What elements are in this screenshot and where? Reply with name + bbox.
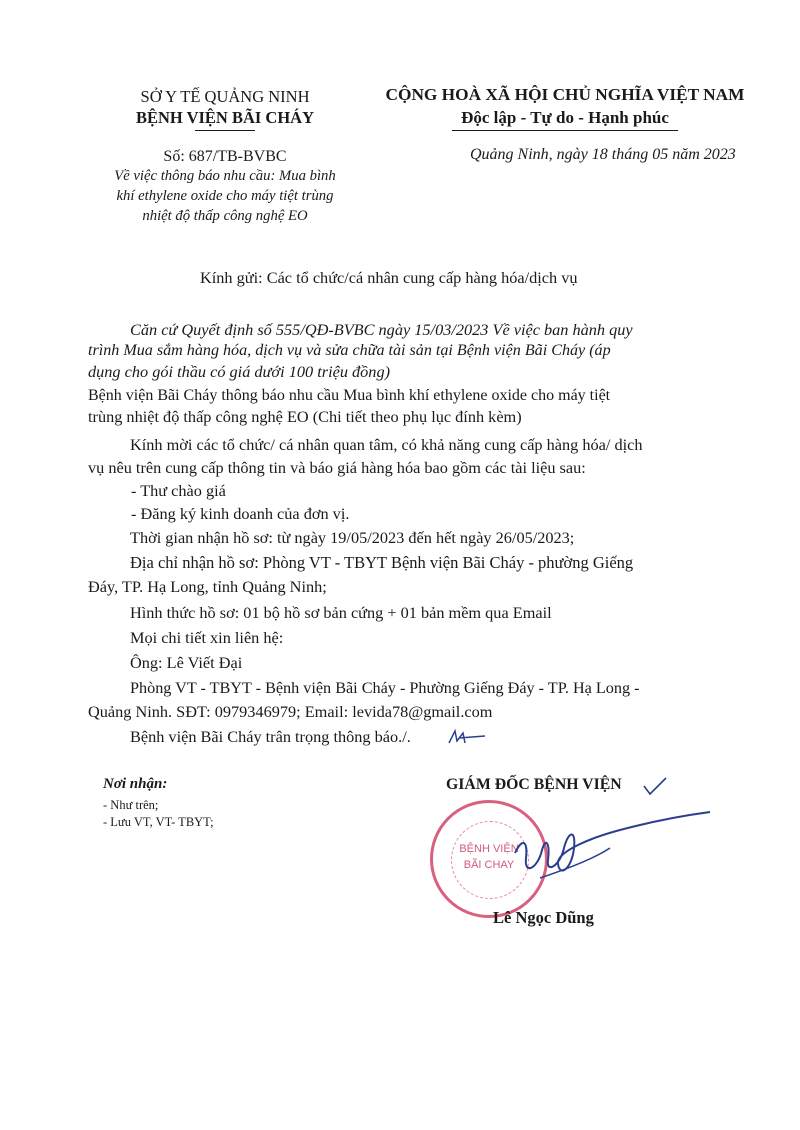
document-item: - Đăng ký kinh doanh của đơn vị. [131,504,350,523]
closing-line: Bệnh viện Bãi Cháy trân trọng thông báo./. [130,727,411,746]
motto-underline [452,130,678,131]
place-date: Quảng Ninh, ngày 18 tháng 05 năm 2023 [470,146,736,163]
invite-line: vụ nêu trên cung cấp thông tin và báo giá hàng hóa bao gồm các tài liệu sau: [88,458,586,477]
title-check-mark-icon [640,774,670,798]
contact-intro: Mọi chi tiết xin liên hệ: [130,628,284,647]
notice-line: trùng nhiệt độ thấp công nghệ EO (Chi tiết theo phụ lục đính kèm) [88,407,522,426]
initial-mark-icon [445,727,490,749]
basis-line: dụng cho gói thầu có giá dưới 100 triệu đồng) [88,362,391,381]
notice-line: Bệnh viện Bãi Cháy thông báo nhu cầu Mua bình khí ethylene oxide cho máy tiệt [88,387,611,404]
invite-line: Kính mời các tổ chức/ cá nhân quan tâm, có khả năng cung cấp hàng hóa/ dịch [130,435,643,454]
recipient-item: - Lưu VT, VT- TBYT; [103,815,214,829]
address-line: Địa chỉ nhận hồ sơ: Phòng VT - TBYT Bệnh viện Bãi Cháy - phường Giếng [130,553,634,572]
contact-line: Quảng Ninh. SĐT: 0979346979; Email: levida78@gmail.com [88,702,493,721]
recipients-title: Nơi nhận: [103,776,168,792]
recipient-item: - Như trên; [103,798,159,812]
doc-number: Số: 687/TB-BVBC [163,148,287,165]
org-name-underline [195,130,255,131]
basis-line: Căn cứ Quyết định số 555/QĐ-BVBC ngày 15/03/2023 Về việc ban hành quy [130,320,633,339]
subject-line: Về việc thông báo nhu cầu: Mua bình [114,168,336,184]
signature-title: GIÁM ĐỐC BỆNH VIỆN [446,776,622,793]
stamp-text: BÃI CHAY [463,859,515,871]
signer-name: Lê Ngọc Dũng [493,908,594,927]
contact-line: Phòng VT - TBYT - Bệnh viện Bãi Cháy - Phường Giếng Đáy - TP. Hạ Long - [130,679,640,697]
format-line: Hình thức hồ sơ: 01 bộ hồ sơ bản cứng + 01 bản mềm qua Email [130,603,552,622]
time-line: Thời gian nhận hồ sơ: từ ngày 19/05/2023 đến hết ngày 26/05/2023; [130,528,575,547]
contact-person: Ông: Lê Viết Đại [130,653,243,672]
address-line: Đáy, TP. Hạ Long, tỉnh Quảng Ninh; [88,577,327,596]
subject-line: khí ethylene oxide cho máy tiệt trùng [116,188,334,204]
basis-line: trình Mua sắm hàng hóa, dịch vụ và sửa chữa tài sản tại Bệnh viện Bãi Cháy (áp [88,342,611,359]
stamp-text: BỆNH VIỆN [459,843,519,855]
handwritten-signature [500,808,720,908]
addressee: Kính gửi: Các tổ chức/cá nhân cung cấp hàng hóa/dịch vụ [200,268,578,287]
motto: Độc lập - Tự do - Hạnh phúc [461,108,669,127]
org-name: BỆNH VIỆN BÃI CHÁY [135,108,315,127]
subject-line: nhiệt độ thấp công nghệ EO [142,208,308,224]
document-item: - Thư chào giá [131,481,226,500]
org-parent: SỞ Y TẾ QUẢNG NINH [140,87,310,106]
republic-title: CỘNG HOÀ XÃ HỘI CHỦ NGHĨA VIỆT NAM [385,85,745,104]
